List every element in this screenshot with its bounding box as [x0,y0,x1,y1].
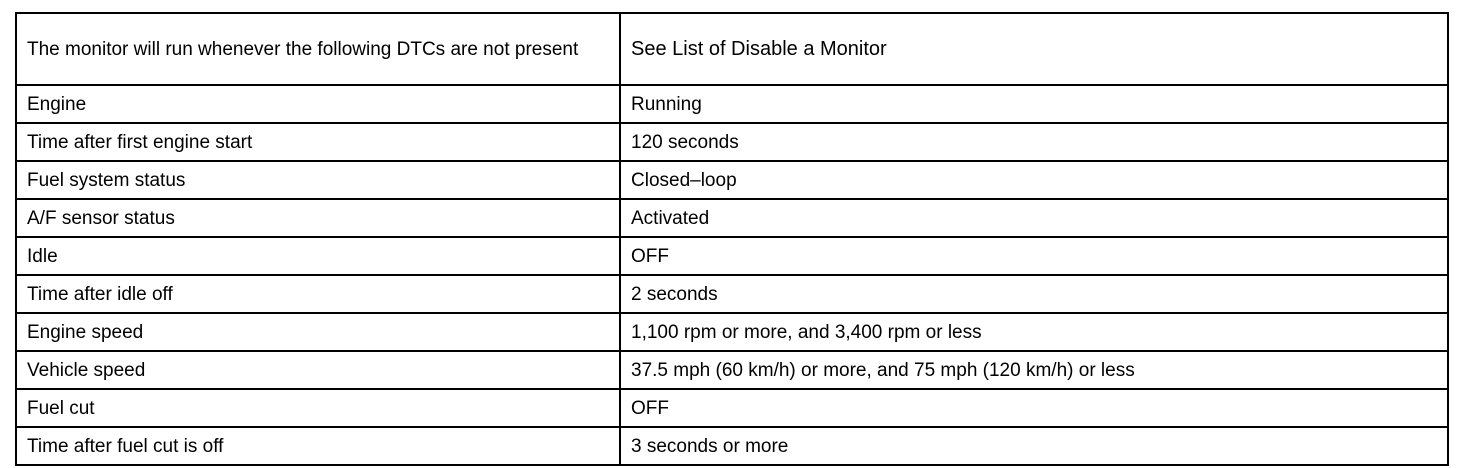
condition-value-cell: 2 seconds [620,275,1448,313]
table-row [16,313,1448,351]
condition-value-cell: Running [620,85,1448,123]
condition-value-cell: 37.5 mph (60 km/h) or more, and 75 mph (120 km/h) or less [620,351,1448,389]
table-row [16,237,1448,275]
condition-value-cell: OFF [620,237,1448,275]
table-row [16,275,1448,313]
monitor-conditions-table [15,12,1449,466]
condition-item-cell: Engine [16,85,620,123]
condition-value-cell: 1,100 rpm or more, and 3,400 rpm or less [620,313,1448,351]
condition-item-cell: Idle [16,237,620,275]
condition-item-cell: A/F sensor status [16,199,620,237]
condition-item-cell: Time after first engine start [16,123,620,161]
condition-value-cell: See List of Disable a Monitor [620,13,1448,85]
condition-value-cell: Activated [620,199,1448,237]
table-row [16,123,1448,161]
condition-value-cell: 3 seconds or more [620,427,1448,465]
condition-item-cell: Time after idle off [16,275,620,313]
table-row [16,427,1448,465]
condition-item-cell: Engine speed [16,313,620,351]
condition-item-cell: Fuel system status [16,161,620,199]
table-body [16,13,1448,465]
condition-item-cell: Vehicle speed [16,351,620,389]
condition-value-cell: 120 seconds [620,123,1448,161]
table-row [16,85,1448,123]
table-row [16,351,1448,389]
table-row [16,389,1448,427]
condition-item-cell: The monitor will run whenever the following DTCs are not present [16,13,620,85]
condition-item-cell: Fuel cut [16,389,620,427]
table-row [16,161,1448,199]
condition-value-cell: Closed–loop [620,161,1448,199]
condition-item-cell: Time after fuel cut is off [16,427,620,465]
table-row [16,199,1448,237]
condition-value-cell: OFF [620,389,1448,427]
table-row [16,13,1448,85]
